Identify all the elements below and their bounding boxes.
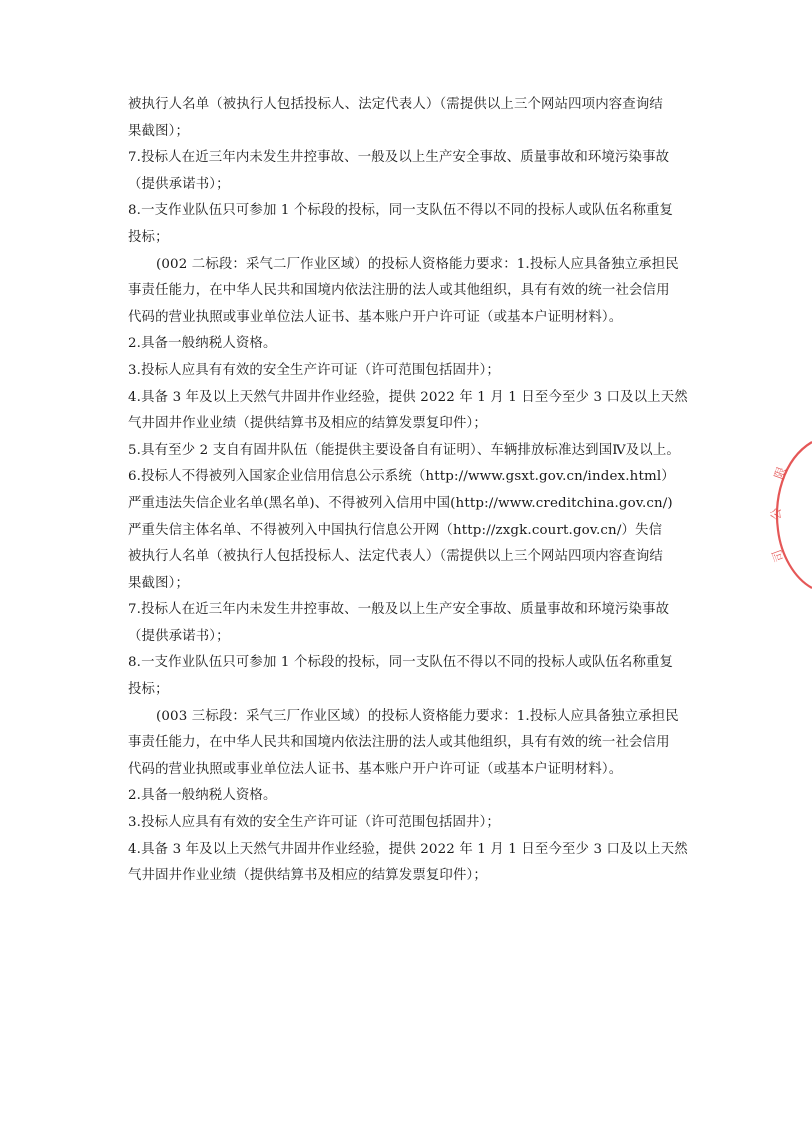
text-line: （提供承诺书）； bbox=[128, 176, 230, 192]
text-line: 被执行人名单（被执行人包括投标人、法定代表人）（需提供以上三个网站四项内容查询结 bbox=[128, 97, 663, 112]
text-line: （提供承诺书）； bbox=[128, 628, 230, 644]
text-line: 严重失信主体名单、不得被列入中国执行信息公开网（http://zxgk.court.gov.cn/）失信 bbox=[128, 522, 663, 538]
text-line: 气井固井作业业绩（提供结算书及相应的结算发票复印件）； bbox=[128, 416, 487, 432]
svg-text:限: 限 bbox=[771, 464, 789, 482]
text-line: 6.投标人不得被列入国家企业信用信息公示系统（http://www.gsxt.gov.cn/index.html） bbox=[128, 469, 675, 485]
text-line: 严重违法失信企业名单(黑名单)、不得被列入信用中国(http://www.creditchina.gov.cn/) bbox=[128, 495, 673, 511]
text-line: (003 三标段：采气三厂作业区域）的投标人资格能力要求：1.投标人应具备独立承担民 bbox=[156, 708, 679, 724]
text-line: 2.具备一般纳税人资格。 bbox=[128, 336, 277, 352]
text-line: (002 二标段：采气二厂作业区域）的投标人资格能力要求：1.投标人应具备独立承担民 bbox=[156, 256, 679, 272]
text-line: 2.具备一般纳税人资格。 bbox=[128, 788, 277, 804]
seal-icon bbox=[769, 440, 812, 590]
text-line: 8.一支作业队伍只可参加 1 个标段的投标，同一支队伍不得以不同的投标人或队伍名称重复 bbox=[128, 655, 674, 671]
text-line: 投标； bbox=[128, 229, 169, 245]
text-line: 5.具有至少 2 支自有固井队伍（能提供主要设备自有证明）、车辆排放标准达到国Ⅳ及以上。 bbox=[128, 442, 680, 458]
text-line: 4.具备 3 年及以上天然气井固井作业经验，提供 2022 年 1 月 1 日至今至少 3 口及以上天然 bbox=[128, 389, 688, 405]
text-line: 4.具备 3 年及以上天然气井固井作业经验，提供 2022 年 1 月 1 日至今至少 3 口及以上天然 bbox=[128, 841, 688, 857]
text-line: 代码的营业执照或事业单位法人证书、基本账户开户许可证（或基本户证明材料）。 bbox=[128, 309, 623, 325]
text-line: 3.投标人应具有有效的安全生产许可证（许可范围包括固井）； bbox=[128, 362, 500, 378]
text-line: 3.投标人应具有有效的安全生产许可证（许可范围包括固井）； bbox=[128, 815, 500, 831]
text-line: 7.投标人在近三年内未发生井控事故、一般及以上生产安全事故、质量事故和环境污染事故 bbox=[128, 150, 670, 166]
text-line: 8.一支作业队伍只可参加 1 个标段的投标，同一支队伍不得以不同的投标人或队伍名称重复 bbox=[128, 203, 674, 219]
text-line: 事责任能力，在中华人民共和国境内依法注册的法人或其他组织，具有有效的统一社会信用 bbox=[128, 735, 670, 751]
text-line: 投标； bbox=[128, 682, 169, 698]
text-line: 果截图）； bbox=[128, 123, 190, 139]
svg-text:司: 司 bbox=[769, 547, 787, 564]
text-line: 被执行人名单（被执行人包括投标人、法定代表人）（需提供以上三个网站四项内容查询结 bbox=[128, 549, 663, 565]
text-line: 7.投标人在近三年内未发生井控事故、一般及以上生产安全事故、质量事故和环境污染事故 bbox=[128, 602, 670, 618]
text-line: 果截图）； bbox=[128, 575, 190, 591]
body-text bbox=[128, 92, 688, 890]
text-line: 代码的营业执照或事业单位法人证书、基本账户开户许可证（或基本户证明材料）。 bbox=[128, 761, 623, 777]
text-line: 气井固井作业业绩（提供结算书及相应的结算发票复印件）； bbox=[128, 868, 487, 884]
text-line: 事责任能力，在中华人民共和国境内依法注册的法人或其他组织，具有有效的统一社会信用 bbox=[128, 283, 670, 299]
red-seal-stamp bbox=[769, 440, 812, 590]
svg-text:公: 公 bbox=[769, 507, 783, 520]
